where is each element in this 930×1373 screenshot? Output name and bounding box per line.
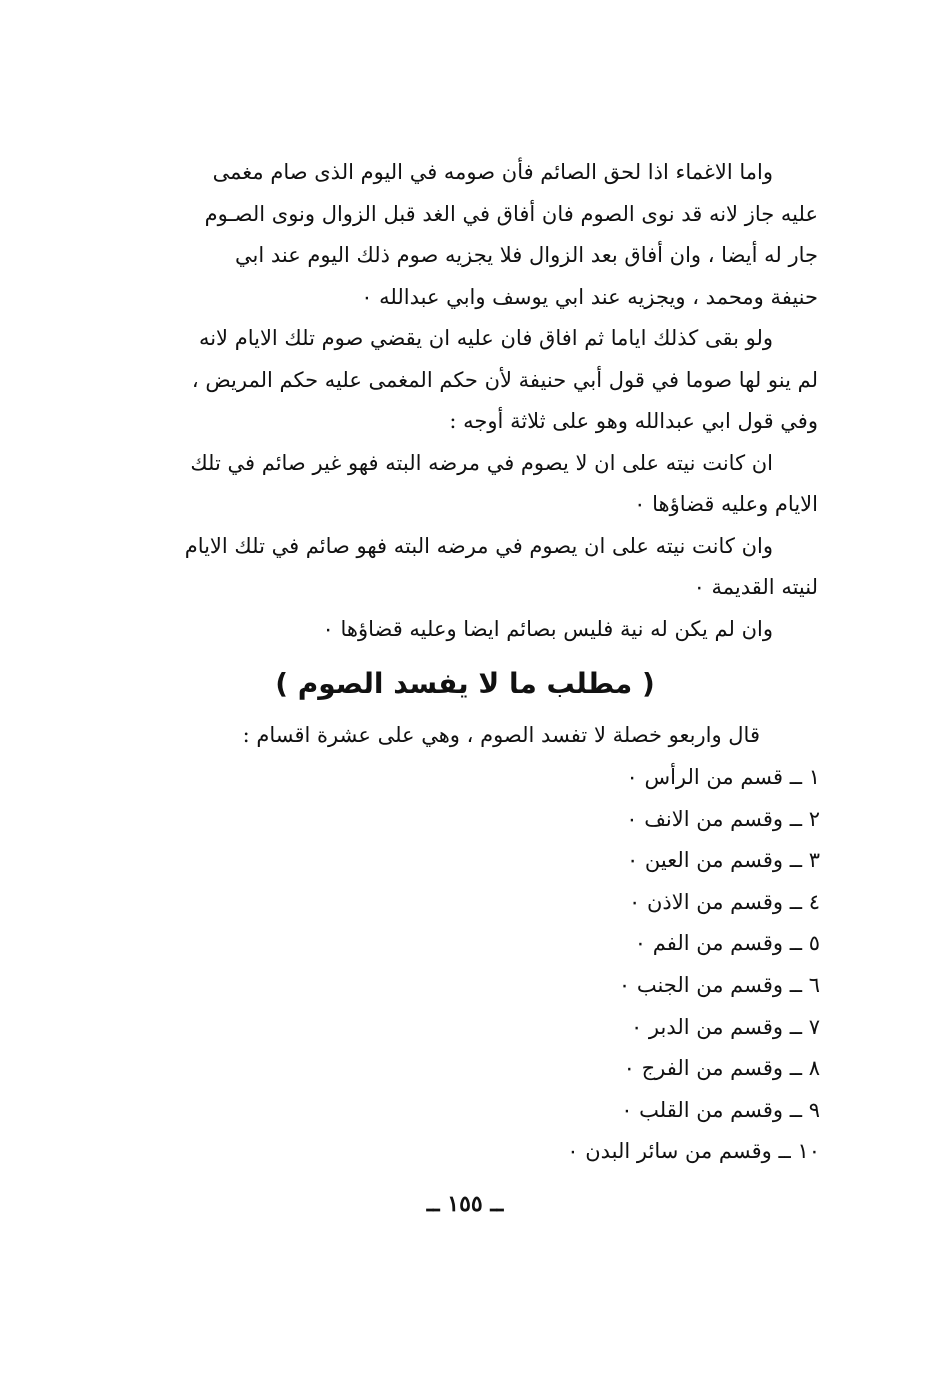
text-line: وفي قول ابي عبدالله وهو على ثلاثة أوجه : [449,409,818,433]
list-item: ٤ ــ وقسم من الاذن ٠ [629,889,820,914]
sections-list [567,757,820,1173]
text-line: وان كانت نيته على ان يصوم في مرضه البته فهو صائم في تلك الايام [184,533,773,558]
list-item: ٨ ــ وقسم من الفرج ٠ [623,1056,820,1081]
list-item: ٧ ــ وقسم من الدبر ٠ [630,1014,820,1039]
section-heading: ( مطلب ما لا يفسد الصوم ) [275,667,655,700]
list-item: ١٠ ــ وقسم من سائر البدن ٠ [567,1139,820,1164]
list-item: ١ ــ قسم من الرأس ٠ [626,765,820,789]
list-item: ٩ ــ وقسم من القلب ٠ [621,1097,820,1122]
body-text [168,152,818,650]
list-item: ٢ ــ وقسم من الانف ٠ [626,806,820,831]
text-line: واما الاغماء اذا لحق الصائم فأن صومه في اليوم الذى صام مغمى [212,160,773,184]
page-number: ــ ١٥٥ ــ [426,1191,504,1217]
text-line: حنيفة ومحمد ، ويجزيه عند ابي يوسف وابي عبدالله ٠ [361,284,818,309]
list-item: ٥ ــ وقسم من الفم ٠ [634,931,820,956]
intro-line: قال واربعو خصلة لا تفسد الصوم ، وهي على عشرة اقسام : [242,723,760,747]
list-item: ٦ ــ وقسم من الجنب ٠ [618,972,820,997]
text-line: لنيته القديمة ٠ [693,575,818,599]
text-line: لم ينو لها صوما في قول أبي حنيفة لأن حكم المغمى عليه حكم المريض ، [191,367,818,392]
text-line: الايام وعليه قضاؤها ٠ [634,492,818,516]
text-line: ولو بقى كذلك اياما ثم افاق فان عليه ان يقضي صوم تلك الايام لانه [198,326,773,350]
text-line: وان لم يكن له نية فليس بصائم ايضا وعليه قضاؤها ٠ [322,616,773,641]
text-line: جار له أيضا ، وان أفاق بعد الزوال فلا يجزيه صوم ذلك اليوم عند ابي [235,243,818,267]
text-line: عليه جاز لانه قد نوى الصوم فان أفاق في الغد قبل الزوال ونوى الصـوم [204,201,818,226]
text-line: ان كانت نيته على ان لا يصوم في مرضه البته فهو غير صائم في تلك [190,450,773,475]
list-item: ٣ ــ وقسم من العين ٠ [626,848,820,873]
